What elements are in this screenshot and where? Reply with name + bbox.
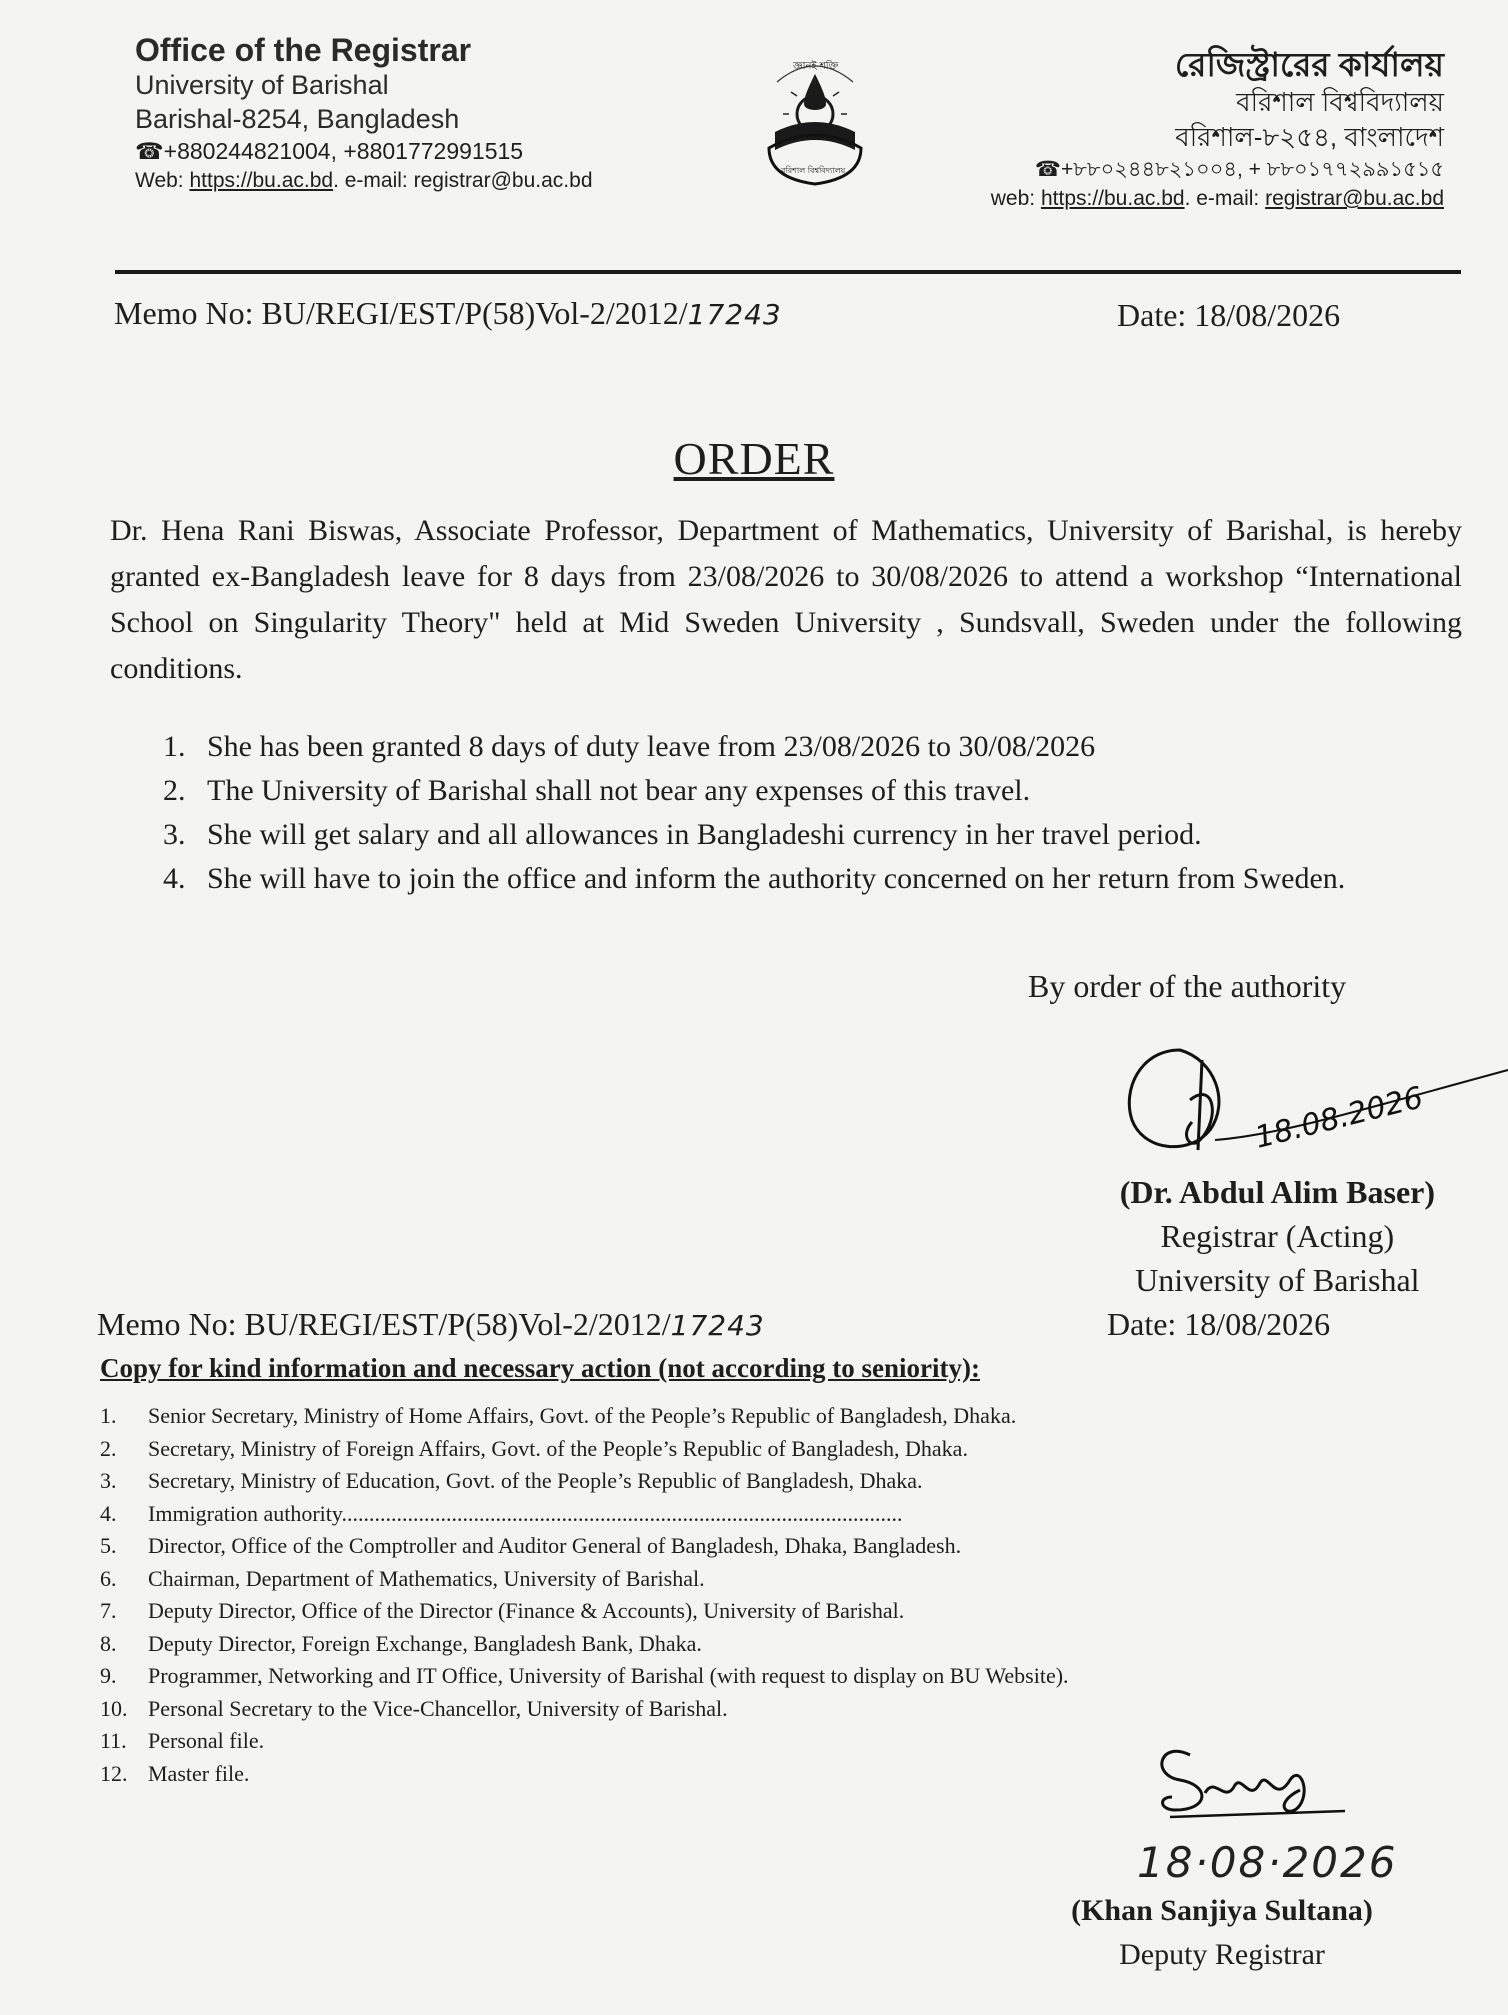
copy-item: 1. Senior Secretary, Ministry of Home Affairs, Govt. of the People’s Republic of Bangladesh, Dhaka. (100, 1403, 1017, 1428)
university-logo (755, 52, 875, 187)
logo-ring-text: বরিশাল বিশ্ববিদ্যালয় (781, 166, 846, 175)
copy-item: 4. Immigration authority...................................................................................................... (100, 1500, 903, 1526)
memo-date: Date: 18/08/2026 (1117, 297, 1341, 333)
registrar-signature (1120, 1040, 1508, 1170)
condition-item: 3. She will get salary and all allowances in Bangladeshi currency in her travel period. (163, 818, 1202, 851)
university-name: University of Barishal (135, 70, 389, 100)
condition-item: 1. She has been granted 8 days of duty leave from 23/08/2026 to 30/08/2026 (163, 730, 1096, 763)
condition-item: 2. The University of Barishal shall not bear any expenses of this travel. (163, 774, 1031, 807)
copy-heading: Copy for kind information and necessary action (not according to seniority): (100, 1353, 980, 1383)
phone-line (135, 140, 593, 163)
deputy-handwritten-date: 18·08·2026 (1137, 1838, 1398, 1887)
web-link[interactable]: https://bu.ac.bd (189, 169, 334, 192)
copy-item: 5. Director, Office of the Comptroller and Auditor General of Bangladesh, Dhaka, Bangladesh. (100, 1533, 962, 1558)
web-link-bn[interactable]: https://bu.ac.bd (1040, 187, 1185, 210)
registrar-sign-date: 18.08.2026 (1251, 1080, 1427, 1156)
by-order-line: By order of the authority (1028, 968, 1347, 1004)
copy-item: 7. Deputy Director, Office of the Director (Finance & Accounts), University of Barishal. (100, 1598, 905, 1623)
condition-item: 4. She will have to join the office and inform the authority concerned on her return from Sweden. (163, 862, 1346, 895)
phone-numbers: +880244821004, +8801772991515 (163, 138, 524, 164)
copy-item: 9. Programmer, Networking and IT Office, University of Barishal (with request to display on BU Website). (100, 1663, 1069, 1688)
phone-icon: ☎ (135, 138, 164, 164)
registrar-name: (Dr. Abdul Alim Baser) (1119, 1174, 1435, 1210)
deputy-signature (1150, 1735, 1350, 1830)
email: . e-mail: registrar@bu.ac.bd (333, 169, 593, 192)
memo-handwritten-number: 17243 (670, 1309, 765, 1342)
deputy-name: (Khan Sanjiya Sultana) (1071, 1894, 1373, 1927)
header-divider (115, 270, 1461, 274)
address: Barishal-8254, Bangladesh (135, 104, 460, 134)
registrar-title: Registrar (Acting) (1160, 1218, 1395, 1254)
web-label: Web: (135, 169, 190, 192)
order-title: ORDER (673, 433, 835, 484)
deputy-block (1032, 1889, 1412, 1977)
deputy-title: Deputy Registrar (1119, 1938, 1325, 1971)
copy-item: 2. Secretary, Ministry of Foreign Affairs, Govt. of the People’s Republic of Bangladesh, Dhaka. (100, 1435, 968, 1461)
office-title: Office of the Registrar (135, 32, 472, 68)
header-bangla (991, 48, 1444, 209)
memo-number (114, 295, 782, 332)
office-title-bn: রেজিস্ট্রারের কার্যালয় (1174, 46, 1444, 83)
web-line (135, 170, 593, 191)
logo-motto: জ্ঞানই শক্তি (793, 61, 839, 72)
conditions-list (163, 725, 1463, 901)
email-bn[interactable]: registrar@bu.ac.bd (1265, 187, 1444, 210)
phone-line-bn (991, 159, 1444, 180)
phone-icon: ☎ (1034, 158, 1062, 181)
copy-item: 12. Master file. (100, 1760, 250, 1786)
memo-date-copy: Date: 18/08/2026 (1107, 1306, 1331, 1342)
memo-number-copy (97, 1306, 765, 1343)
address-bn: বরিশাল-৮২৫৪, বাংলাদেশ (1175, 122, 1444, 152)
copy-item: 3. Secretary, Ministry of Education, Govt. of the People’s Republic of Bangladesh, Dhaka. (100, 1468, 923, 1493)
header-english (135, 34, 593, 191)
web-line-bn (991, 188, 1444, 209)
phone-numbers-bn: +৮৮০২৪৪৮২১০০৪, + ৮৮০১৭৭২৯৯১৫১৫ (1061, 158, 1444, 181)
registrar-block (1120, 1170, 1435, 1302)
copy-item: 11. Personal file. (100, 1728, 265, 1753)
registrar-org: University of Barishal (1135, 1262, 1420, 1298)
memo-prefix: Memo No: BU/REGI/EST/P(58)Vol-2/2012/ (114, 295, 688, 331)
email-label-bn: . e-mail: (1184, 187, 1266, 210)
copy-item: 8. Deputy Director, Foreign Exchange, Bangladesh Bank, Dhaka. (100, 1630, 702, 1656)
memo-handwritten-number: 17243 (687, 298, 782, 331)
order-body: Dr. Hena Rani Biswas, Associate Professor, Department of Mathematics, University of Barishal, is hereby granted ex-Bangladesh leave for 8 days from 23/08/2026 to 30/08/2026 to attend a workshop “International School on Singularity Theory" held at Mid Sweden University , Sundsvall, Sweden under the following conditions. (110, 514, 1462, 685)
web-label-bn: web: (990, 187, 1041, 210)
memo-prefix: Memo No: BU/REGI/EST/P(58)Vol-2/2012/ (97, 1306, 671, 1342)
copy-item: 6. Chairman, Department of Mathematics, University of Barishal. (100, 1565, 705, 1591)
copy-item: 10. Personal Secretary to the Vice-Chancellor, University of Barishal. (100, 1695, 728, 1721)
university-name-bn: বরিশাল বিশ্ববিদ্যালয় (1236, 87, 1444, 117)
copy-list (100, 1400, 1069, 1790)
